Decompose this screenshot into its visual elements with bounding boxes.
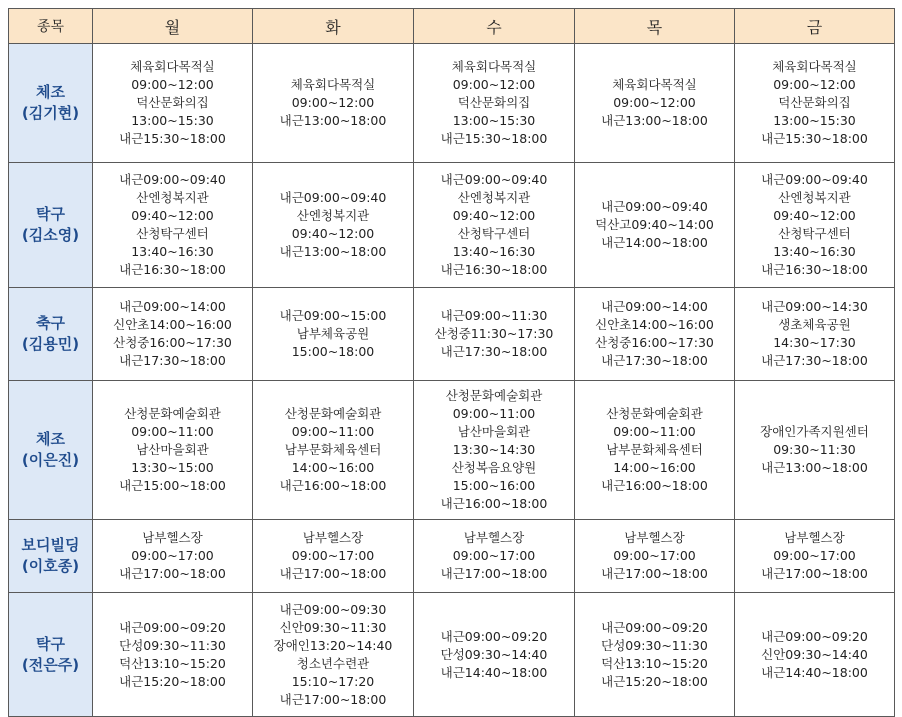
schedule-line: 내근09:00~14:00	[601, 299, 708, 314]
schedule-cell-tue	[253, 163, 414, 288]
schedule-line: 내근17:30~18:00	[601, 353, 708, 368]
schedule-cell-thu	[575, 44, 735, 163]
schedule-line: 덕산문화의집	[136, 95, 209, 110]
schedule-cell-thu	[575, 593, 735, 717]
table-row	[9, 593, 895, 717]
schedule-line: 09:00~12:00	[291, 95, 375, 110]
schedule-line: 체육회다목적실	[290, 77, 376, 92]
schedule-line: 산청문화예술회관	[284, 406, 382, 421]
header-day-fri: 금	[735, 9, 895, 44]
table-row	[9, 520, 895, 593]
schedule-line: 15:10~17:20	[291, 673, 375, 689]
schedule-line: 내근17:00~18:00	[601, 566, 708, 581]
table-row	[9, 288, 895, 381]
schedule-line: 09:40~12:00	[452, 208, 536, 223]
schedule-cell-tue	[253, 593, 414, 717]
table-row	[9, 163, 895, 288]
schedule-line: 내근17:30~18:00	[119, 353, 226, 368]
schedule-line: 남부문화체육센터	[284, 442, 382, 457]
schedule-line: 산청문화예술회관	[124, 406, 221, 421]
sport-cell	[9, 44, 93, 163]
schedule-line: 남산마을회관	[457, 424, 531, 439]
instructor-name: (김기현)	[21, 104, 80, 122]
schedule-line: 13:00~15:30	[452, 113, 536, 128]
schedule-line: 09:00~17:00	[773, 548, 856, 563]
schedule-line: 09:00~12:00	[773, 77, 856, 92]
sport-name: 체조	[36, 430, 65, 448]
schedule-line: 내근09:00~09:40	[279, 190, 387, 205]
schedule-line: 13:40~16:30	[452, 244, 536, 259]
sport-cell	[9, 288, 93, 381]
schedule-line: 덕산고09:40~14:00	[595, 217, 714, 232]
schedule-cell-tue	[253, 381, 414, 520]
instructor-name: (이호종)	[21, 557, 80, 575]
schedule-cell-mon	[93, 288, 253, 381]
sport-name: 체조	[36, 83, 65, 101]
schedule-line: 산청문화예술회관	[606, 406, 703, 421]
schedule-line: 체육회다목적실	[772, 59, 857, 74]
schedule-line: 09:00~17:00	[131, 548, 214, 563]
schedule-line: 09:40~12:00	[773, 208, 856, 223]
schedule-line: 15:00~16:00	[452, 478, 536, 493]
schedule-line: 내근16:00~18:00	[440, 496, 548, 511]
schedule-line: 생초체육공원	[778, 317, 851, 332]
schedule-cell-mon	[93, 163, 253, 288]
schedule-line: 내근14:00~18:00	[601, 235, 708, 250]
header-day-wed: 수	[414, 9, 575, 44]
schedule-line: 14:00~16:00	[291, 460, 375, 475]
schedule-line: 내근09:00~15:00	[279, 308, 387, 323]
schedule-cell-wed	[414, 381, 575, 520]
schedule-line: 내근17:00~18:00	[279, 566, 387, 581]
header-sport: 종목	[9, 9, 93, 44]
schedule-cell-thu	[575, 163, 735, 288]
schedule-line: 09:00~11:00	[291, 424, 375, 439]
schedule-line: 산청탁구센터	[778, 226, 851, 241]
schedule-line: 09:00~11:00	[452, 406, 536, 421]
schedule-line: 내근09:00~14:30	[761, 299, 868, 314]
schedule-line: 13:00~15:30	[131, 113, 214, 128]
schedule-cell-thu	[575, 520, 735, 593]
sport-cell	[9, 163, 93, 288]
schedule-line: 단성09:30~11:30	[601, 637, 708, 653]
schedule-line: 내근16:30~18:00	[440, 262, 548, 277]
instructor-name: (이은진)	[21, 451, 80, 469]
schedule-line: 내근15:20~18:00	[119, 673, 226, 689]
schedule-cell-fri	[735, 163, 895, 288]
schedule-line: 내근17:00~18:00	[440, 566, 548, 581]
instructor-name: (김용민)	[21, 335, 80, 353]
schedule-line: 남부헬스장	[784, 530, 845, 545]
schedule-line: 산청탁구센터	[136, 226, 209, 241]
schedule-line: 09:00~17:00	[613, 548, 696, 563]
instructor-name: (김소영)	[21, 226, 80, 244]
schedule-cell-mon	[93, 381, 253, 520]
schedule-line: 산청탁구센터	[457, 226, 531, 241]
schedule-line: 13:40~16:30	[131, 244, 214, 259]
schedule-line: 남부헬스장	[142, 530, 203, 545]
schedule-line: 내근09:00~09:40	[761, 172, 868, 187]
schedule-cell-tue	[253, 520, 414, 593]
schedule-line: 남부체육공원	[296, 326, 370, 341]
schedule-line: 체육회다목적실	[451, 59, 537, 74]
schedule-line: 내근17:00~18:00	[761, 566, 868, 581]
schedule-cell-mon	[93, 593, 253, 717]
sport-name: 축구	[36, 314, 65, 332]
schedule-line: 내근09:00~09:40	[440, 172, 548, 187]
schedule-line: 산청중16:00~17:30	[595, 335, 714, 350]
schedule-line: 내근13:00~18:00	[279, 244, 387, 259]
schedule-line: 내근16:00~18:00	[601, 478, 708, 493]
schedule-cell-wed	[414, 593, 575, 717]
schedule-line: 13:40~16:30	[773, 244, 856, 259]
sport-cell	[9, 593, 93, 717]
schedule-line: 내근16:30~18:00	[119, 262, 226, 277]
schedule-line: 내근17:00~18:00	[119, 566, 226, 581]
sport-cell	[9, 520, 93, 593]
schedule-line: 13:30~15:00	[131, 460, 214, 475]
schedule-line: 산청문화예술회관	[445, 388, 543, 403]
schedule-line: 산청복음요양원	[451, 460, 537, 475]
schedule-line: 내근15:30~18:00	[440, 131, 548, 146]
schedule-cell-tue	[253, 44, 414, 163]
schedule-line: 산엔청복지관	[457, 190, 531, 205]
schedule-line: 내근14:40~18:00	[761, 664, 868, 680]
schedule-cell-wed	[414, 288, 575, 381]
schedule-line: 남부헬스장	[302, 530, 364, 545]
schedule-line: 남부헬스장	[624, 530, 685, 545]
schedule-line: 내근09:00~09:20	[761, 628, 868, 644]
schedule-line: 내근09:00~14:00	[119, 299, 226, 314]
schedule-line: 산엔청복지관	[136, 190, 209, 205]
header-day-tue: 화	[253, 9, 414, 44]
schedule-line: 장애인가족지원센터	[760, 424, 869, 439]
schedule-cell-wed	[414, 163, 575, 288]
schedule-cell-fri	[735, 593, 895, 717]
schedule-line: 내근09:00~09:20	[601, 619, 708, 635]
schedule-line: 내근17:30~18:00	[440, 344, 548, 359]
schedule-line: 내근09:00~09:20	[119, 619, 226, 635]
sport-name: 탁구	[36, 205, 65, 223]
schedule-line: 내근15:30~18:00	[119, 131, 226, 146]
schedule-line: 13:30~14:30	[452, 442, 536, 457]
schedule-line: 09:40~12:00	[131, 208, 214, 223]
schedule-line: 내근09:00~11:30	[440, 308, 548, 323]
schedule-line: 신안초14:00~16:00	[113, 317, 232, 332]
schedule-line: 덕산문화의집	[778, 95, 851, 110]
schedule-line: 내근13:00~18:00	[601, 113, 708, 128]
header-day-thu: 목	[575, 9, 735, 44]
header-row	[9, 9, 895, 44]
schedule-line: 내근09:00~09:40	[119, 172, 226, 187]
schedule-line: 단성09:30~11:30	[119, 637, 226, 653]
schedule-cell-mon	[93, 520, 253, 593]
schedule-line: 내근16:30~18:00	[761, 262, 868, 277]
schedule-line: 내근16:00~18:00	[279, 478, 387, 493]
schedule-line: 내근09:00~09:20	[440, 628, 548, 644]
schedule-cell-fri	[735, 381, 895, 520]
sport-name: 보디빌딩	[21, 536, 80, 554]
schedule-line: 내근13:00~18:00	[761, 460, 868, 475]
schedule-cell-thu	[575, 288, 735, 381]
header-day-mon: 월	[93, 9, 253, 44]
schedule-line: 내근13:00~18:00	[279, 113, 387, 128]
schedule-line: 단성09:30~14:40	[440, 646, 548, 662]
sport-cell	[9, 381, 93, 520]
schedule-line: 내근17:30~18:00	[761, 353, 868, 368]
schedule-line: 13:00~15:30	[773, 113, 856, 128]
schedule-line: 09:40~12:00	[291, 226, 375, 241]
schedule-line: 09:00~12:00	[613, 95, 696, 110]
schedule-line: 내근17:00~18:00	[279, 691, 387, 707]
schedule-line: 산청중11:30~17:30	[434, 326, 554, 341]
schedule-line: 남부문화체육센터	[606, 442, 703, 457]
schedule-line: 내근15:20~18:00	[601, 673, 708, 689]
schedule-line: 신안초14:00~16:00	[595, 317, 714, 332]
schedule-line: 남부헬스장	[463, 530, 525, 545]
sport-name: 탁구	[36, 634, 65, 653]
schedule-cell-wed	[414, 44, 575, 163]
schedule-line: 내근09:00~09:40	[601, 199, 708, 214]
schedule-cell-fri	[735, 288, 895, 381]
schedule-line: 09:00~12:00	[131, 77, 214, 92]
schedule-cell-wed	[414, 520, 575, 593]
schedule-cell-thu	[575, 381, 735, 520]
table-row	[9, 44, 895, 163]
schedule-line: 내근15:30~18:00	[761, 131, 868, 146]
schedule-line: 산엔청복지관	[296, 208, 370, 223]
schedule-line: 산엔청복지관	[778, 190, 851, 205]
schedule-line: 청소년수련관	[296, 655, 370, 671]
schedule-line: 09:30~11:30	[773, 442, 856, 457]
schedule-line: 산청중16:00~17:30	[113, 335, 232, 350]
schedule-line: 내근09:00~09:30	[279, 601, 387, 617]
schedule-line: 09:00~11:00	[613, 424, 696, 439]
schedule-line: 내근15:00~18:00	[119, 478, 226, 493]
schedule-line: 체육회다목적실	[612, 77, 697, 92]
schedule-line: 신안09:30~11:30	[279, 619, 387, 635]
schedule-line: 09:00~17:00	[291, 548, 375, 563]
schedule-line: 덕산문화의집	[457, 95, 531, 110]
schedule-cell-fri	[735, 520, 895, 593]
schedule-cell-fri	[735, 44, 895, 163]
schedule-line: 09:00~11:00	[131, 424, 214, 439]
schedule-body	[9, 44, 895, 717]
schedule-line: 장애인13:20~14:40	[273, 637, 393, 653]
schedule-line: 덕산13:10~15:20	[119, 655, 226, 671]
schedule-line: 09:00~12:00	[452, 77, 536, 92]
schedule-cell-tue	[253, 288, 414, 381]
instructor-name: (전은주)	[21, 655, 80, 674]
schedule-line: 남산마을회관	[136, 442, 209, 457]
schedule-line: 신안09:30~14:40	[761, 646, 868, 662]
schedule-line: 체육회다목적실	[130, 59, 215, 74]
schedule-cell-mon	[93, 44, 253, 163]
schedule-table	[8, 8, 895, 717]
schedule-line: 덕산13:10~15:20	[601, 655, 708, 671]
schedule-line: 14:00~16:00	[613, 460, 696, 475]
schedule-line: 15:00~18:00	[291, 344, 375, 359]
schedule-line: 내근14:40~18:00	[440, 664, 548, 680]
schedule-line: 14:30~17:30	[773, 335, 856, 350]
table-row	[9, 381, 895, 520]
schedule-line: 09:00~17:00	[452, 548, 536, 563]
